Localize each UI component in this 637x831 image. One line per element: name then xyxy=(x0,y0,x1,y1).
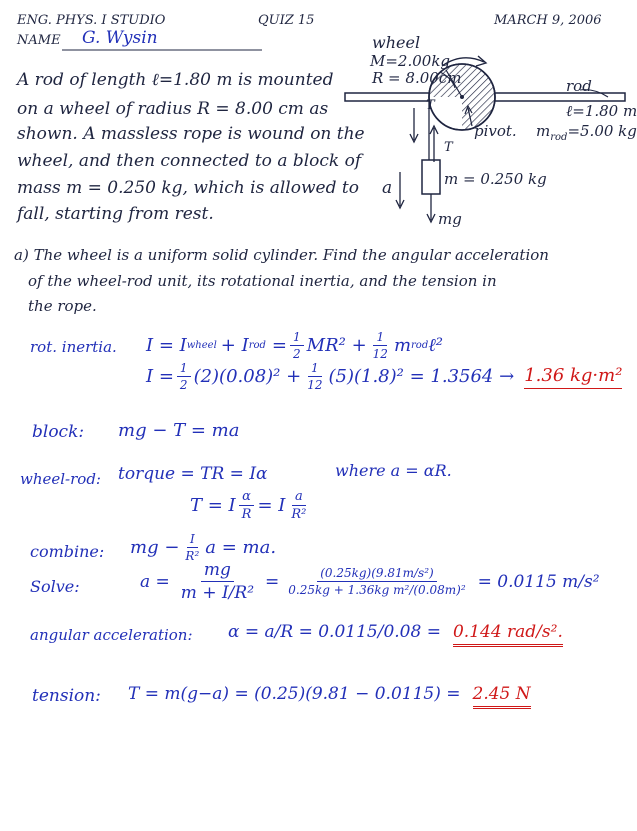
problem-line: shown. A massless rope is wound on the xyxy=(17,124,365,144)
wheel-hatch xyxy=(462,64,495,130)
tension-eq: T = m(g−a) = (0.25)(9.81 − 0.0115) = 2.45 N xyxy=(128,684,531,709)
problem-line: fall, starting from rest. xyxy=(17,204,214,224)
rot-inertia-result: 1.36 kg·m² xyxy=(524,365,622,389)
rod-length: ℓ=1.80 m xyxy=(566,102,637,120)
tension-result: 2.45 N xyxy=(473,684,531,709)
torque-eq: torque = TR = Iα xyxy=(118,464,268,484)
student-name: G. Wysin xyxy=(82,28,158,48)
tension-label: tension: xyxy=(32,686,101,706)
solve-label: Solve: xyxy=(30,577,80,596)
block-eq: mg − T = ma xyxy=(118,420,240,441)
solve-eq: a = $\frac{mg}{\text{m + I/R²}}$ = $\frac{\text{(0.25kg)(9.81m/s²)}}{\text{0.25kg + 1.36kg m²/(0.08m)²}}$ = 0.0115 m/s² xyxy=(140,560,600,603)
part-a-line: a) The wheel is a uniform solid cylinder. Find the angular acceleration xyxy=(14,246,549,264)
rot-inertia-label: rot. inertia. xyxy=(30,338,117,356)
name-label: NAME xyxy=(17,33,61,48)
problem-line: on a wheel of radius R = 8.00 cm as xyxy=(17,99,329,119)
wheel-mass: M=2.00kg xyxy=(370,52,451,70)
angular-result: 0.144 rad/s². xyxy=(453,622,563,647)
course-title: ENG. PHYS. I STUDIO xyxy=(17,13,166,28)
angular-label: angular acceleration: xyxy=(30,626,193,644)
quiz-number: QUIZ 15 xyxy=(258,13,315,28)
wheel-label: wheel xyxy=(372,33,421,52)
wheel-rod-label: wheel-rod: xyxy=(20,470,101,488)
tension-relation: T = I $\frac{\alpha}{R}$ = I $\frac{a}{\text{R²}}$ xyxy=(190,489,307,522)
combine-eq: mg − $\frac{I}{\text{R²}}$ a = ma. xyxy=(130,532,277,563)
combine-label: combine: xyxy=(30,542,105,561)
tension-label-bottom: T xyxy=(444,140,453,155)
rot-inertia-eq2: I = $\frac{1}{2}$ (2)(0.08)² + $\frac{1}{12}$ (5)(1.8)² = 1.3564 → 1.36 kg·m² xyxy=(146,361,623,392)
rod-mass: $m_{rod}=5.00$ kg xyxy=(536,122,637,143)
wheel-radius: R = 8.00cm xyxy=(372,69,462,87)
hanging-block xyxy=(422,160,440,194)
problem-line: A rod of length ℓ=1.80 m is mounted xyxy=(17,70,334,90)
where-eq: where a = αR. xyxy=(335,461,452,480)
rod-label: rod xyxy=(566,77,592,95)
part-a-line: the rope. xyxy=(28,297,97,315)
angular-eq: α = a/R = 0.0115/0.08 = 0.144 rad/s². xyxy=(228,622,563,647)
weight-label: mg xyxy=(438,210,462,228)
problem-line: wheel, and then connected to a block of xyxy=(17,151,362,171)
block-mass-label: m = 0.250 kg xyxy=(444,170,547,188)
acceleration-label: a xyxy=(382,178,393,198)
tension-label-top: T xyxy=(426,98,435,113)
part-a-line: of the wheel-rod unit, its rotational inertia, and the tension in xyxy=(28,272,497,290)
pivot-label: pivot. xyxy=(474,122,517,140)
rot-inertia-eq1: I = I wheel + I rod = $\frac{1}{2}$ MR² + $\frac{1}{12}$ m rod ℓ² xyxy=(146,330,443,361)
block-label: block: xyxy=(32,422,85,442)
quiz-date: MARCH 9, 2006 xyxy=(494,13,602,28)
problem-line: mass m = 0.250 kg, which is allowed to xyxy=(17,178,359,198)
